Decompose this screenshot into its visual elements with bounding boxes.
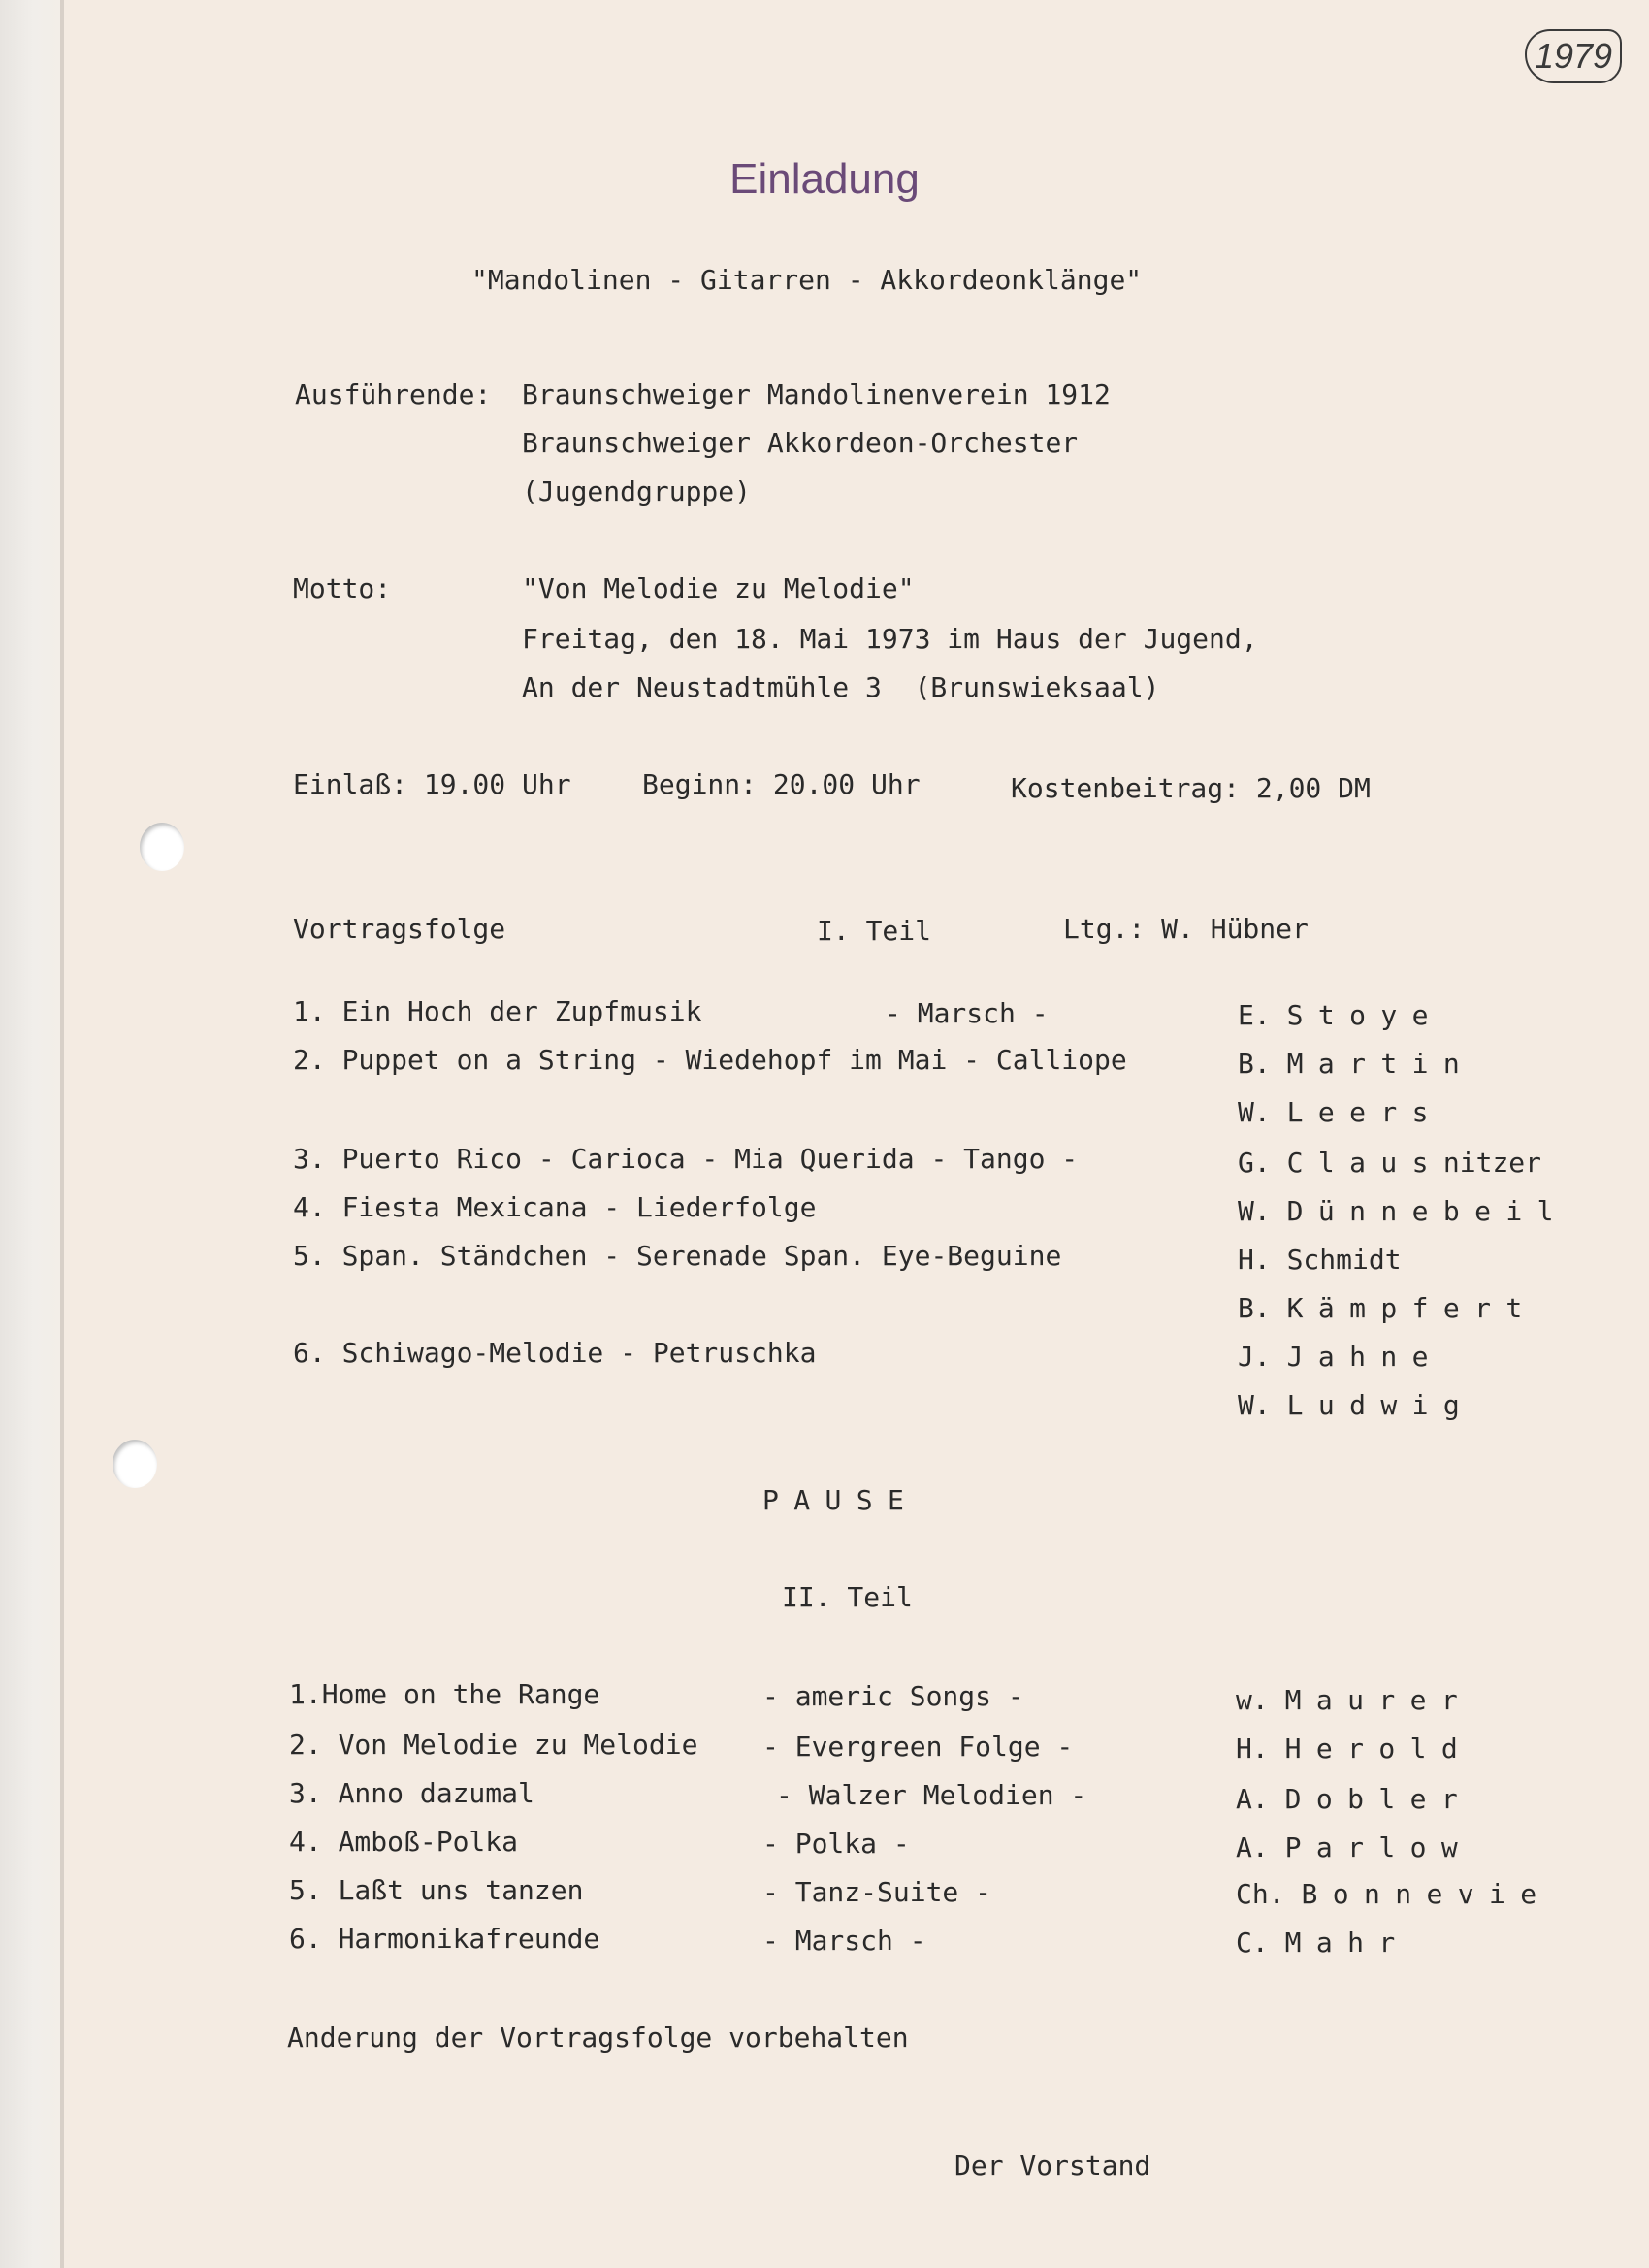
part1-heading: I. Teil — [817, 915, 932, 947]
program-item: 4. Fiesta Mexicana - Liederfolge — [293, 1191, 817, 1223]
performer-name: W. Dünnebeil — [1238, 1195, 1568, 1227]
program-item: 5. Laßt uns tanzen — [289, 1874, 584, 1906]
program-item-genre: - Polka - — [762, 1828, 910, 1860]
archive-number: 1979 — [1525, 29, 1622, 83]
performer-line: Braunschweiger Mandolinenverein 1912 — [522, 378, 1111, 410]
program-item-genre: - Marsch - — [885, 997, 1049, 1029]
part2-heading: II. Teil — [782, 1581, 913, 1613]
performer-name: W. Ludwig — [1238, 1389, 1475, 1421]
admission-doors: Einlaß: 19.00 Uhr — [293, 768, 571, 800]
admission-fee: Kostenbeitrag: 2,00 DM — [1011, 772, 1371, 804]
performer-line: Braunschweiger Akkordeon-Orchester — [522, 427, 1079, 459]
program-item: 3. Puerto Rico - Carioca - Mia Querida - Tango - — [293, 1143, 1079, 1175]
program-item: 2. Von Melodie zu Melodie — [289, 1729, 698, 1761]
program-item: 3. Anno dazumal — [289, 1777, 534, 1809]
punch-hole-bottom — [113, 1440, 157, 1488]
program-item-genre: - Marsch - — [762, 1925, 926, 1957]
performer-name: A. Dobler — [1236, 1783, 1473, 1815]
performer-name: B. Martin — [1238, 1048, 1475, 1080]
program-item: 6. Harmonikafreunde — [289, 1923, 600, 1955]
performer-line: (Jugendgruppe) — [522, 475, 752, 507]
performer-name: E. Stoye — [1238, 999, 1443, 1031]
program-item-genre: - americ Songs - — [762, 1680, 1024, 1712]
punch-hole-top — [140, 823, 184, 871]
performer-name: B. Kämpfert — [1238, 1292, 1537, 1324]
program-label: Vortragsfolge — [293, 913, 506, 945]
pause-heading: PAUSE — [762, 1484, 920, 1516]
signature: Der Vorstand — [954, 2150, 1151, 2182]
program-item: 2. Puppet on a String - Wiedehopf im Mai - Calliope — [293, 1044, 1127, 1076]
admission-start: Beginn: 20.00 Uhr — [642, 768, 921, 800]
performers-label: Ausführende: — [295, 378, 492, 410]
performer-name: w. Maurer — [1236, 1684, 1473, 1716]
program-item: 1. Ein Hoch der Zupfmusik — [293, 995, 702, 1027]
change-note: Anderung der Vortragsfolge vorbehalten — [287, 2022, 909, 2054]
program-item: 1.Home on the Range — [289, 1678, 600, 1710]
performer-name: W. Leers — [1238, 1096, 1443, 1128]
performer-name: H. Schmidt — [1238, 1244, 1402, 1276]
program-item-genre: - Evergreen Folge - — [762, 1731, 1074, 1763]
page-edge-shadow — [60, 0, 64, 2268]
program-item: 6. Schiwago-Melodie - Petruschka — [293, 1337, 817, 1369]
motto-label: Motto: — [293, 572, 392, 604]
motto-line: An der Neustadtmühle 3 (Brunswieksaal) — [522, 671, 1160, 703]
page-title: Einladung — [729, 155, 920, 203]
performer-name: Ch. Bonnevie — [1236, 1878, 1552, 1910]
program-item: 5. Span. Ständchen - Serenade Span. Eye-Beguine — [293, 1240, 1062, 1272]
performer-name: G. Clausnitzer — [1238, 1147, 1542, 1179]
scan-background — [0, 0, 60, 2268]
performer-name: J. Jahne — [1238, 1341, 1443, 1373]
performer-name: C. Mahr — [1236, 1927, 1410, 1959]
program-item-genre: - Tanz-Suite - — [762, 1876, 992, 1908]
motto-line: Freitag, den 18. Mai 1973 im Haus der Jugend, — [522, 623, 1258, 655]
performer-name: A. Parlow — [1236, 1831, 1473, 1863]
program-item: 4. Amboß-Polka — [289, 1826, 519, 1858]
subtitle: "Mandolinen - Gitarren - Akkordeonklänge" — [471, 264, 1143, 296]
program-item-genre: - Walzer Melodien - — [776, 1779, 1087, 1811]
motto-line: "Von Melodie zu Melodie" — [522, 572, 915, 604]
performer-name: H. Herold — [1236, 1733, 1473, 1765]
conductor: Ltg.: W. Hübner — [1063, 913, 1309, 945]
